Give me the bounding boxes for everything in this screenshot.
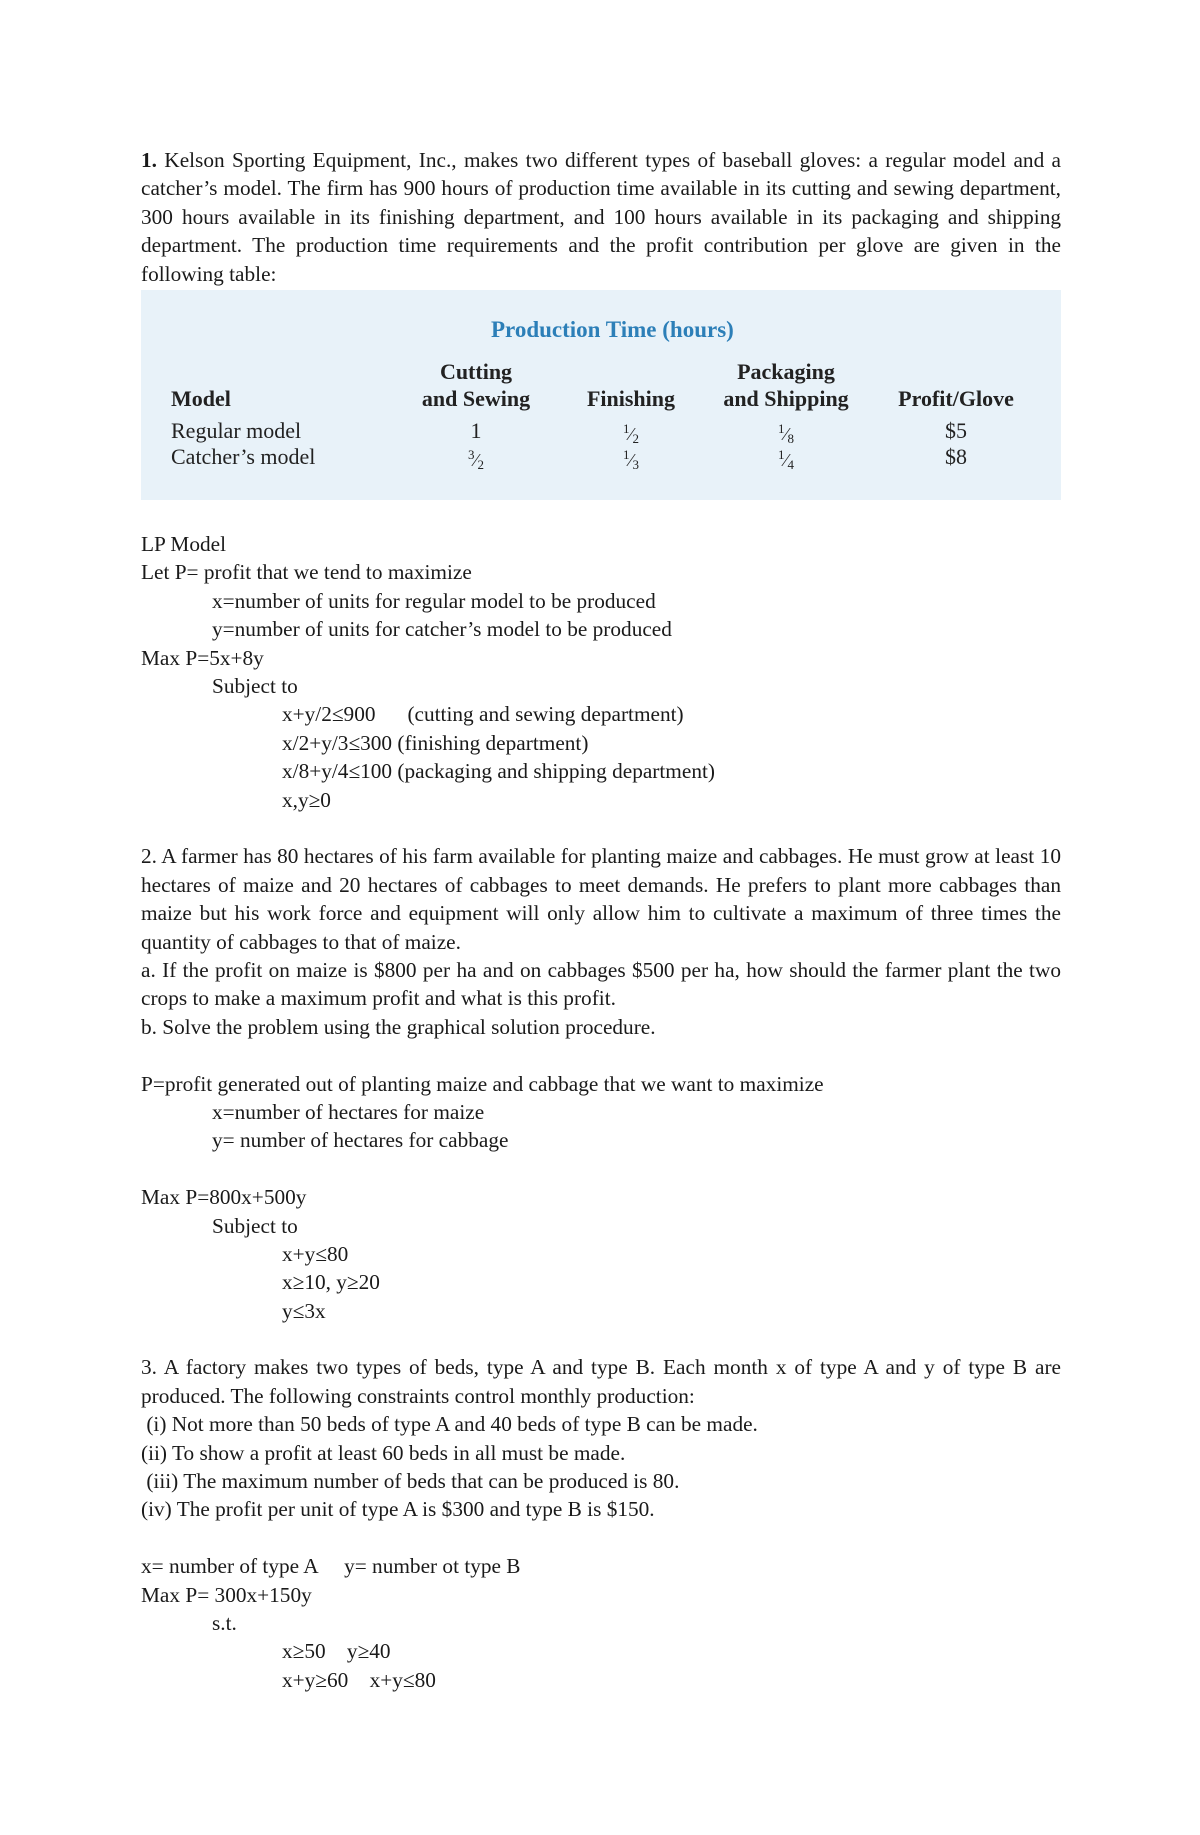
q2-constraint-3: y≤3x — [282, 1298, 326, 1323]
q1-objective: Max P=5x+8y — [141, 645, 264, 670]
q1-constraint-3: x/8+y/4≤100 (packaging and shipping department) — [282, 759, 715, 784]
q1-model-title: LP Model — [141, 532, 226, 557]
row-regular-profit: $5 — [945, 418, 967, 444]
q1-constraint-4: x,y≥0 — [282, 787, 331, 812]
q1-paragraph — [141, 146, 1061, 288]
q3-paragraph: 3. A factory makes two types of beds, type A and type B. Each month x of type A and y of type B are produced. The following constraints control monthly production: — [141, 1355, 1061, 1408]
q2-p-def: P=profit generated out of planting maize and cabbage that we want to maximize — [141, 1071, 824, 1096]
q2-constraint-2: x≥10, y≥20 — [282, 1270, 380, 1295]
q3-item-ii: (ii) To show a profit at least 60 beds in all must be made. — [141, 1440, 626, 1465]
q3-item-iii: (iii) The maximum number of beds that can be produced is 80. — [141, 1469, 680, 1494]
q3-item-iv: (iv) The profit per unit of type A is $300 and type B is $150. — [141, 1497, 655, 1522]
q2-subject-to: Subject to — [212, 1213, 298, 1238]
table-caption: Production Time (hours) — [491, 317, 734, 343]
col-header-cutting-1: Cutting — [439, 359, 513, 385]
production-time-table — [141, 290, 1061, 500]
row-catcher-cutting: $^3⁄_2$ — [467, 447, 484, 473]
row-catcher-finishing: $^1⁄_3$ — [622, 447, 639, 473]
q1-number: 1. — [141, 148, 157, 172]
row-regular-model: Regular model — [171, 418, 302, 444]
q3-st: s.t. — [212, 1611, 237, 1636]
q1-subject-to: Subject to — [212, 673, 298, 698]
q1-y-def: y=number of units for catcher’s model to be produced — [212, 617, 672, 642]
q1-constraint-2: x/2+y/3≤300 (finishing department) — [282, 730, 589, 755]
col-header-packaging-1: Packaging — [737, 359, 835, 385]
row-catcher-model: Catcher’s model — [171, 444, 316, 470]
row-catcher-packaging: $^1⁄_4$ — [777, 447, 794, 473]
q2-constraint-1: x+y≤80 — [282, 1241, 349, 1266]
q2-part-a: a. If the profit on maize is $800 per ha and on cabbages $500 per ha, how should the farmer plant the two crops to make a maximum profit and what is this profit. — [141, 957, 1061, 1011]
q2-x-def: x=number of hectares for maize — [212, 1099, 485, 1124]
q3-vars: x= number of type A y= number ot type B — [141, 1554, 521, 1579]
q1-let: Let P= profit that we tend to maximize — [141, 560, 472, 585]
q2-part-b: b. Solve the problem using the graphical solution procedure. — [141, 1014, 656, 1039]
q3-item-i: (i) Not more than 50 beds of type A and 40 beds of type B can be made. — [141, 1412, 758, 1437]
q1-constraint-1: x+y/2≤900 (cutting and sewing department) — [282, 702, 684, 727]
col-header-profit: Profit/Glove — [898, 386, 1014, 412]
q3-constraint-1: x≥50 y≥40 — [282, 1639, 391, 1664]
q1-text: Kelson Sporting Equipment, Inc., makes two different types of baseball gloves: a regular model and a catcher’s model. The firm has 900 hours of production time available in its cutting and sewing department, 300 hours available in its finishing department, and 100 hours available in its packaging and shipping department. The production time requirements and the profit contribution per glove are given in the following table: — [141, 148, 1061, 286]
document-content — [141, 146, 1061, 1694]
q1-x-def: x=number of units for regular model to be produced — [212, 588, 656, 613]
q2-y-def: y= number of hectares for cabbage — [212, 1128, 509, 1153]
row-catcher-profit: $8 — [945, 444, 967, 470]
row-regular-packaging: $^1⁄_8$ — [777, 421, 794, 447]
col-header-cutting-2: and Sewing — [421, 386, 531, 412]
col-header-packaging-2: and Shipping — [723, 386, 849, 412]
row-regular-finishing: $^1⁄_2$ — [622, 421, 639, 447]
q3-constraint-2: x+y≥60 x+y≤80 — [282, 1667, 436, 1692]
col-header-model: Model — [171, 386, 231, 412]
q2-objective: Max P=800x+500y — [141, 1185, 307, 1210]
row-regular-cutting: 1 — [470, 418, 482, 444]
q2-paragraph: 2. A farmer has 80 hectares of his farm available for planting maize and cabbages. He must grow at least 10 hectares of maize and 20 hectares of cabbages to meet demands. He prefers to plant more cabbages than maize but his work force and equipment will only allow him to cultivate a maximum of three times the quantity of cabbages to that of maize. — [141, 844, 1061, 954]
col-header-finishing: Finishing — [586, 386, 676, 412]
q3-objective: Max P= 300x+150y — [141, 1582, 312, 1607]
